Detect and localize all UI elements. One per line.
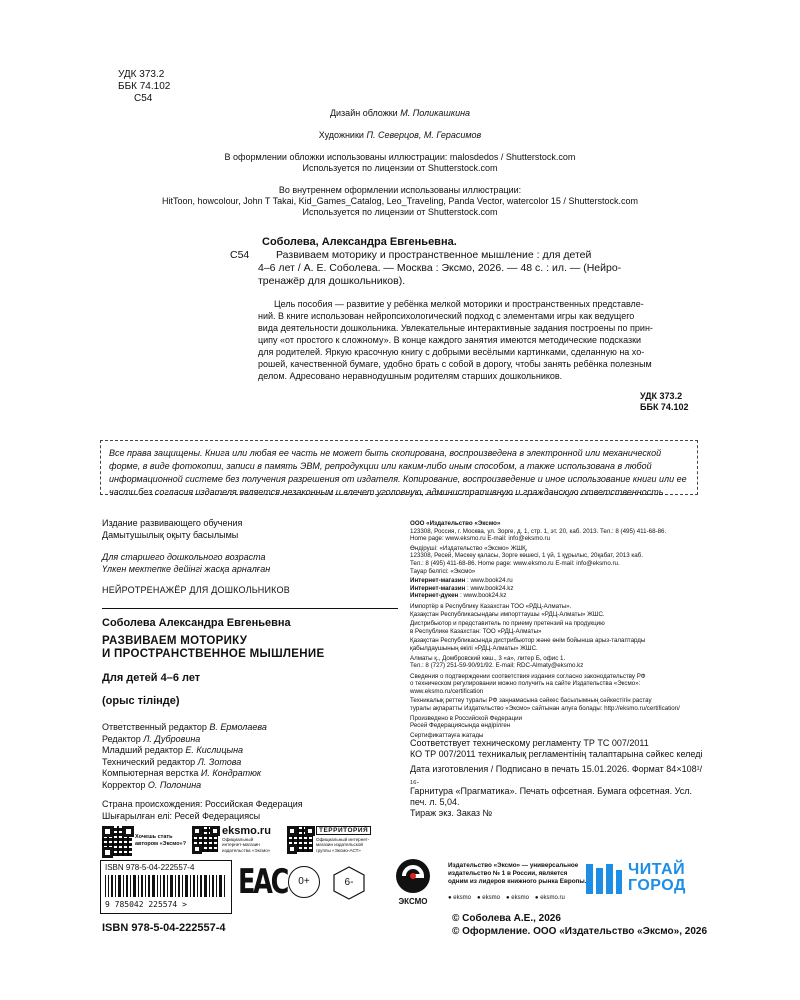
- rights-notice: Все права защищены. Книга или любая ее часть не может быть скопирована, воспроизведена в электронной или механической форме, в виде фотокопии, записи в память ЭВМ, репродукции или каким-либо иным способом, а также использована в любой информационной системе без получения разрешения от издателя. Копирование, воспроизведение и иное использование книги или ее части без согласия издателя является незаконным и влечет уголовную, административную и гражданскую ответственность: [100, 440, 698, 495]
- author-qr-caption: Хочешь стать автором «Эксмо»?: [135, 834, 187, 847]
- isbn-box-label: ISBN 978-5-04-222557-4: [105, 863, 195, 872]
- age-rating-6: 6-: [332, 866, 366, 900]
- territory-block: [316, 826, 371, 853]
- biblio-code: С54: [230, 249, 250, 261]
- copyright: © Соболева А.Е., 2026 © Оформление. ООО «Издательство «Эксмо», 2026: [452, 913, 708, 937]
- eac-mark: EAC: [238, 862, 288, 902]
- chitai-gorod-text: ЧИТАЙ ГОРОД: [628, 861, 686, 894]
- staff-line: Младший редактор Е. Кислицына: [102, 745, 244, 755]
- book-author: Соболева Александра Евгеньевна: [102, 617, 291, 629]
- biblio-description: С54 Развиваем моторику и пространственное мышление : для детей 4–6 лет / А. Е. Соболева. — Москва : Эксмо, 2026. — 48 с. : ил. — (Нейро- тренажёр для дошкольников).: [230, 249, 622, 287]
- ean-digits: 9 785042 225574 >: [105, 900, 187, 909]
- country-origin: Страна происхождения: Российская Федерация Шығарылған елі: Ресей Федерациясы: [102, 799, 303, 821]
- biblio-abstract: Цель пособия — развитие у ребёнка мелкой моторики и пространственных представле- ний. В книге использован нейропсихологический подход с элементами игры как ведущего вида деятельности дошкольника. Увлекательные интерактивные задания построены по прин- ципу «от простого к сложному». В конце каждого занятия имеются методические подсказки для родителей. Яркую красочную книгу с добрыми весёлыми картинками, сделанную на хо- рошей, качественной бумаге, удобно брать с собой в дорогу, чтобы занять ребёнка полезным делом. Адресовано неравнодушным родителям старших дошкольников.: [258, 299, 653, 381]
- web-icon: ●: [534, 895, 539, 901]
- social-links: [448, 895, 565, 901]
- ok-icon: ●: [505, 895, 510, 901]
- edition-type: Издание развивающего обучения Дамытушылық оқыту басылымы: [102, 518, 243, 540]
- left-column: [102, 517, 398, 822]
- biblio-index: УДК 373.2 ББК 74.102: [640, 391, 689, 412]
- bibliographic-record: [226, 236, 696, 288]
- author-qr-code[interactable]: [102, 826, 132, 856]
- isbn-barcode-box: [100, 860, 232, 914]
- book-language: (орыс тілінде): [102, 695, 180, 707]
- book-title: РАЗВИВАЕМ МОТОРИКУ И ПРОСТРАНСТВЕННОЕ МЫШЛЕНИЕ: [102, 635, 325, 660]
- eksmo-ru-block: [222, 825, 271, 853]
- editorial-staff: [102, 722, 398, 791]
- staff-line: Ответственный редактор В. Ермолаева: [102, 722, 267, 732]
- artists-credit: Художники П. Северцов, М. Герасимов: [318, 130, 482, 140]
- shop-line: Интернет-дүкен : www.book24.kz: [410, 592, 507, 600]
- ean-barcode: [105, 875, 227, 911]
- chitai-gorod-books-icon: [584, 862, 624, 896]
- staff-line: Корректор О. Полонина: [102, 779, 202, 790]
- eksmo-ru-link[interactable]: eksmo.ru: [222, 825, 271, 837]
- eksmo-ru-caption: Официальный интернет-магазин издательства «Эксмо»: [222, 837, 271, 853]
- age-rating-0plus: 0+: [288, 866, 320, 898]
- territory-logo: ТЕРРИТОРИЯ: [316, 826, 371, 835]
- staff-line: Технический редактор Л. Зотова: [102, 756, 242, 767]
- eksmo-logo-icon: [395, 858, 431, 894]
- territory-caption: Официальный интернет- магазин издательской группы «Эксмо-АСТ»: [316, 837, 370, 853]
- cover-illustrations-credit: В оформлении обложки использованы иллюстрации: malosdedos / Shutterstock.com Используется по лицензии от Shutterstock.com: [224, 152, 576, 173]
- book-subtitle: Для детей 4–6 лет: [102, 672, 201, 684]
- udk-code: УДК 373.2: [118, 69, 165, 80]
- chitai-gorod-logo: [584, 862, 714, 896]
- shop-line: Интернет-магазин : www.book24.kz: [410, 584, 514, 592]
- age-group: Для старшего дошкольного возраста Үлкен мектепке дейінгі жасқа арналған: [102, 552, 271, 574]
- staff-line: Компьютерная верстка И. Кондратюк: [102, 768, 262, 778]
- inner-illustrations-credit: Во внутреннем оформлении использованы иллюстрации: HitToon, howcolour, John T Takai, Kid_Games_Catalog, Leo_Traveling, Panda Vector, watercolor 15 / Shutterstock.com Используется по лицензии от Shutterstock.com: [162, 185, 638, 217]
- social-link[interactable]: ● eksmo: [476, 895, 500, 901]
- technical-data: Соответствует техническому регламенту ТР ТС 007/2011 КО ТР 007/2011 техникалық регламентінің талаптарына сәйкес келеді Дата изготовления / Подписано в печать 15.01.2026. Формат 84×108¹/₁₆. Гарнитура «Прагматика». Печать офсетная. Бумага офсетная. Усл. печ. л. 5,04. Тираж экз. Заказ №: [410, 738, 703, 818]
- eksmo-shop-qr-code[interactable]: [192, 826, 218, 852]
- author-sign: С54: [134, 93, 153, 104]
- shop-line: Интернет-магазин : www.book24.ru: [410, 577, 513, 585]
- isbn-bottom: ISBN 978-5-04-222557-4: [102, 922, 226, 934]
- divider-line: [102, 608, 398, 609]
- cover-design-credit: Дизайн обложки М. Поликашкина: [329, 108, 471, 118]
- social-link[interactable]: ● eksmo: [505, 895, 529, 901]
- udk-top-block: [118, 69, 170, 105]
- eksmo-description: Издательство «Эксмо» — универсальное издательство № 1 в России, является одним из лидеров книжного рынка Европы.: [448, 862, 587, 885]
- vk-icon: ●: [448, 895, 452, 901]
- biblio-author: Соболева, Александра Евгеньевна.: [262, 236, 457, 248]
- telegram-icon: ●: [476, 895, 481, 901]
- bbk-code: ББК 74.102: [118, 81, 171, 92]
- series-name: НЕЙРОТРЕНАЖЁР ДЛЯ ДОШКОЛЬНИКОВ: [102, 585, 290, 595]
- staff-line: Редактор Л. Дубровина: [102, 733, 201, 744]
- social-link[interactable]: ● eksmo: [448, 895, 471, 901]
- territory-qr-code[interactable]: [287, 826, 313, 852]
- publisher-info: ООО «Издательство «Эксмо» 123308, Россия, г. Москва, ул. Зорге, д. 1, стр. 1, эт. 20, каб. 2013. Тел.: 8 (495) 411-68-86. Home page: www.eksmo.ru E-mail: info@eksmo.ru Өндіруші: «Издательство «Эксмо» ЖШҚ, 123308, Ресей, Мәскеу қаласы, Зорге көшесі, 1 үй, 1 құрылыс, 20қабат, 2013 каб. Тел.: 8 (495) 411-68-86. Home page: www.eksmo.ru E-mail: info@eksmo.ru. Тауар белгісі: «Эксмо» Интернет-магазин : www.book24.ru Интернет-магазин : www.book24.kz Интернет-дүкен : www.book24.kz Импортёр в Республику Казахстан ТОО «РДЦ-Алматы». Қазақстан Республикасындағы импорттаушы «РДЦ-Алматы» ЖШС. Дистрибьютор и представитель по приему претензий на продукцию в Республике Казахстан: ТОО «РДЦ-Алматы» Қазақстан Республикасында дистрибьютор және өнім бойынша арыз-талаптарды қабылдаушының өкілі «РДЦ-Алматы» ЖШС. Алматы қ., Домбровский көш., 3 «а», литер Б, офис 1. Тел.: 8 (727) 251-59-90/91/92. E-mail: RDC-Almaty@eksmo.kz Сведения о подтверждении соответствия издания согласно законодательству РФ о техническом регулировании можно получить на сайте Издательства «Эксмо»: www.eksmo.ru/certification Техникалық реттеу туралы РФ заңнамасына сәйкес басылымның сәйкестігін растау туралы ақпаратты Издательство «Эксмо» сайтынан алуға болады: http://eksmo.ru/certification/ Произведено в Российской Федерации Ресей Федерациясында өндірілген Сертификаттауға жатады: [410, 520, 700, 739]
- eksmo-logo-text: ЭКСМО: [398, 897, 428, 906]
- credits-block: [100, 108, 700, 218]
- social-link[interactable]: ● eksmo.ru: [534, 895, 565, 901]
